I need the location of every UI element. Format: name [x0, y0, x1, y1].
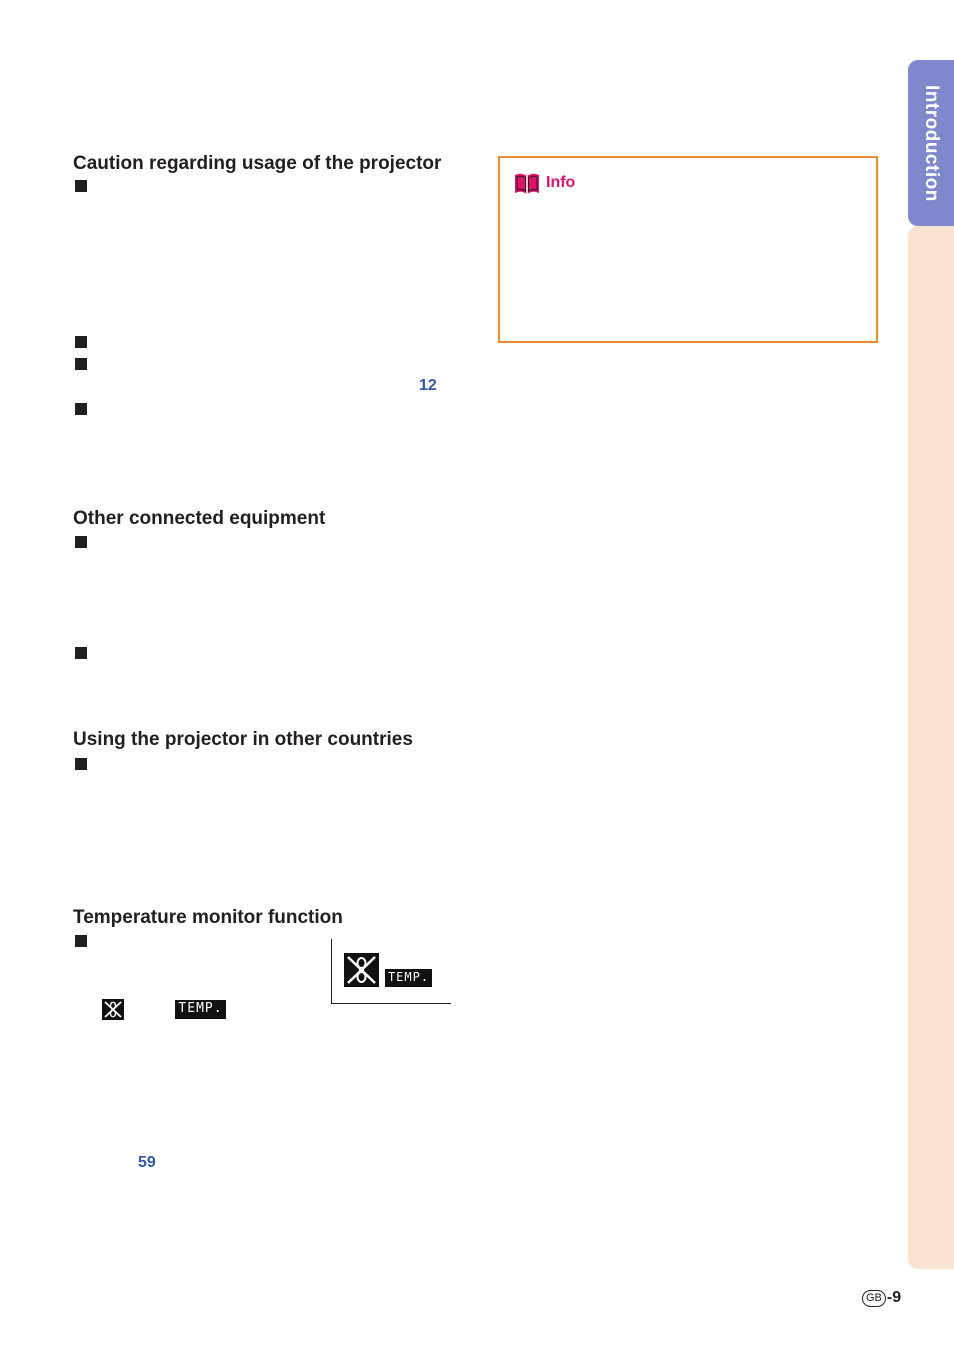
- temp-indicator: TEMP.: [175, 1000, 226, 1019]
- fan-icon: [102, 999, 124, 1020]
- bullet-square: [75, 647, 87, 659]
- page-reference[interactable]: 59: [138, 1154, 156, 1171]
- bullet-square: [75, 758, 87, 770]
- heading-caution: Caution regarding usage of the projector: [73, 153, 442, 174]
- bullet-square: [75, 403, 87, 415]
- bullet-square: [75, 336, 87, 348]
- region-badge: GB: [862, 1290, 886, 1307]
- figure-frame-horizontal: [331, 1003, 451, 1004]
- side-tab-label: Introduction: [921, 84, 942, 202]
- book-icon: [514, 172, 540, 196]
- bullet-square: [75, 536, 87, 548]
- fan-icon: [344, 953, 379, 987]
- info-label: Info: [546, 174, 576, 191]
- heading-temperature-monitor: Temperature monitor function: [73, 907, 343, 928]
- temp-indicator: TEMP.: [385, 969, 432, 987]
- page-reference[interactable]: 12: [419, 377, 437, 394]
- page-number: [862, 1289, 901, 1307]
- heading-other-equipment: Other connected equipment: [73, 508, 326, 529]
- bullet-square: [75, 358, 87, 370]
- side-tab-strip: [908, 226, 954, 1269]
- figure-frame-vertical: [331, 939, 332, 1004]
- bullet-square: [75, 180, 87, 192]
- heading-other-countries: Using the projector in other countries: [73, 729, 413, 750]
- side-tab-label-wrap: [909, 60, 953, 226]
- bullet-square: [75, 935, 87, 947]
- page-number-text: -9: [886, 1289, 902, 1306]
